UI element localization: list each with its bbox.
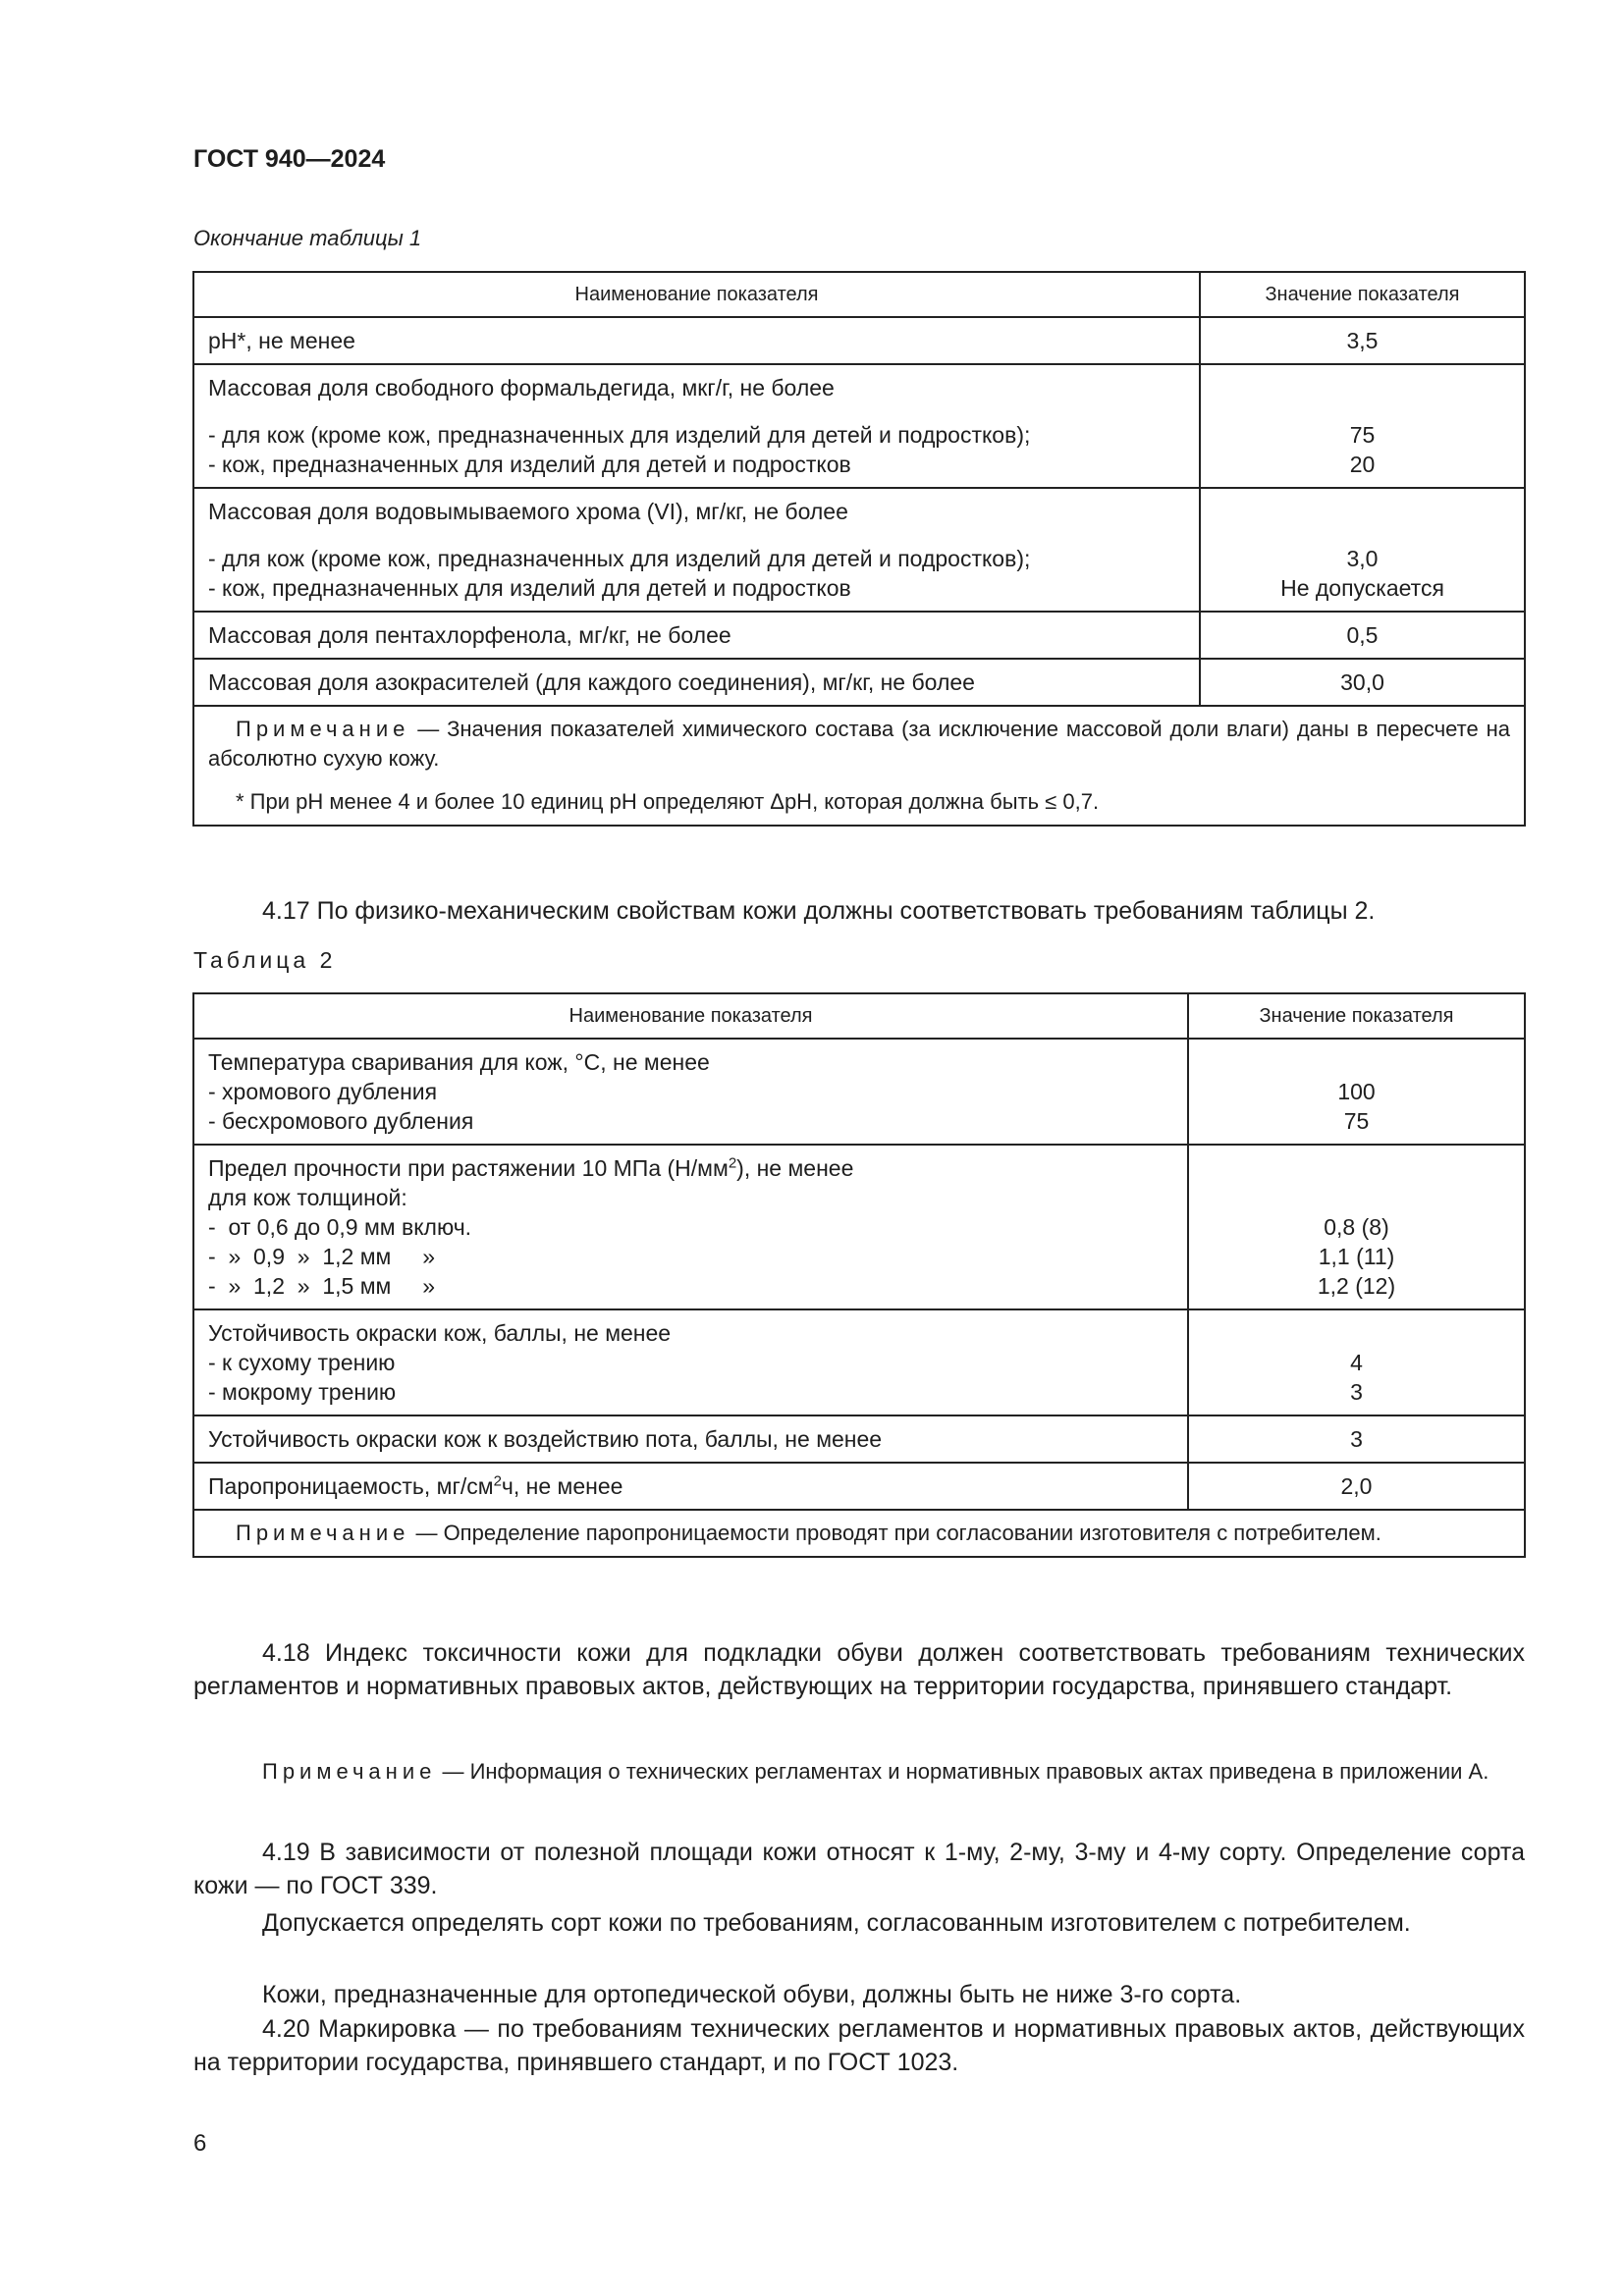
indicator-value: 20: [1349, 452, 1376, 477]
column-header-name: Наименование показателя: [193, 272, 1200, 317]
paragraph-text: 4.17 По физико-механическим свойствам кожи должны соответствовать требованиям таблицы 2.: [262, 897, 1376, 925]
indicator-subitem: - » 1,2 » 1,5 мм »: [208, 1273, 436, 1299]
paragraph-text: Допускается определять сорт кожи по требованиям, согласованным изготовителем с потребителем.: [262, 1909, 1411, 1937]
column-header-name: Наименование показателя: [193, 993, 1188, 1039]
table-row: [193, 659, 1525, 706]
note-label: Примечание: [262, 1759, 437, 1784]
table-header-row: [193, 993, 1525, 1039]
indicator-subitem: - от 0,6 до 0,9 мм включ.: [208, 1214, 472, 1240]
indicator-name-cell: [193, 364, 1200, 488]
indicator-subitem: - для кож (кроме кож, предназначенных для изделий для детей и подростков);: [208, 546, 1031, 571]
note-4-18: [193, 1757, 1525, 1787]
table-header-row: [193, 272, 1525, 317]
indicator-name: Массовая доля пентахлорфенола, мг/кг, не более: [193, 612, 1200, 659]
note-text: — Определение паропроницаемости проводят при согласовании изготовителя с потребителем.: [409, 1521, 1381, 1545]
table-row: [193, 1463, 1525, 1510]
indicator-subitem: - хромового дубления: [208, 1079, 438, 1104]
table-row: [193, 1309, 1525, 1415]
indicator-name-cell: [193, 1309, 1188, 1415]
indicator-value: 75: [1343, 1108, 1370, 1134]
indicator-value: 1,2 (12): [1317, 1273, 1396, 1299]
paragraph-text: 4.19 В зависимости от полезной площади кожи относят к 1-му, 2-му, 3-му и 4-му сорту. Определение сорта кожи — по ГОСТ 339.: [193, 1839, 1525, 1899]
table-row: [193, 1415, 1525, 1463]
table-row: [193, 317, 1525, 364]
indicator-value-cell: [1188, 1309, 1525, 1415]
table-row: [193, 1039, 1525, 1145]
indicator-subitem: - к сухому трению: [208, 1350, 396, 1375]
paragraph-text: Кожи, предназначенные для ортопедической обуви, должны быть не ниже 3-го сорта.: [262, 1981, 1242, 2008]
indicator-subitem: - кож, предназначенных для изделий для детей и подростков: [208, 575, 851, 601]
table-2: [192, 992, 1526, 1558]
table-note: [193, 706, 1525, 826]
note-label: Примечание: [236, 717, 410, 741]
table-note-row: [193, 1510, 1525, 1557]
indicator-name-cell: [193, 1039, 1188, 1145]
indicator-value: 3: [1350, 1379, 1363, 1405]
paragraph-text: 4.18 Индекс токсичности кожи для подкладки обуви должен соответствовать требованиям технических регламентов и нормативных правовых актов, действующих на территории государства, принявшего стандарт.: [193, 1639, 1525, 1700]
indicator-name-cell: [193, 488, 1200, 612]
table-note: [193, 1510, 1525, 1557]
table-row: [193, 612, 1525, 659]
indicator-name: Предел прочности при растяжении 10 МПа $(Н/мм^2)$, не менее: [208, 1154, 854, 1181]
indicator-subitem: - для кож (кроме кож, предназначенных для изделий для детей и подростков);: [208, 422, 1031, 448]
table-row: [193, 364, 1525, 488]
indicator-value-cell: [1188, 1145, 1525, 1309]
table2-label: Таблица 2: [193, 947, 337, 973]
indicator-value: 3,5: [1200, 317, 1525, 364]
indicator-value-cell: [1200, 364, 1525, 488]
indicator-name: Устойчивость окраски кож к воздействию пота, баллы, не менее: [193, 1415, 1188, 1463]
table-row: [193, 1145, 1525, 1309]
document-id: ГОСТ 940—2024: [193, 145, 386, 173]
note-text: — Информация о технических регламентах и нормативных правовых актах приведена в приложении А.: [436, 1759, 1489, 1784]
table-1: [192, 271, 1526, 827]
indicator-value: 2,0: [1188, 1463, 1525, 1510]
indicator-name: Температура сваривания для кож, °С, не менее: [208, 1049, 710, 1075]
column-header-value: Значение показателя: [1188, 993, 1525, 1039]
indicator-value-cell: [1188, 1039, 1525, 1145]
indicator-name: Массовая доля свободного формальдегида, мкг/г, не более: [208, 375, 835, 400]
paragraph-4-17: [193, 894, 1525, 928]
indicator-name-cell: [193, 1145, 1188, 1309]
indicator-value: 4: [1350, 1350, 1363, 1375]
paragraph-ortho: [193, 1978, 1525, 2011]
indicator-name: Паропроницаемость, $мг/см^2ч$, не менее: [193, 1463, 1188, 1510]
indicator-value-cell: [1200, 488, 1525, 612]
indicator-subitem: - бесхромового дубления: [208, 1108, 474, 1134]
indicator-value: 100: [1337, 1079, 1376, 1104]
indicator-name: рН*, не менее: [193, 317, 1200, 364]
indicator-value: 0,5: [1200, 612, 1525, 659]
indicator-subitem: - кож, предназначенных для изделий для детей и подростков: [208, 452, 851, 477]
indicator-value: 3: [1188, 1415, 1525, 1463]
indicator-name: Устойчивость окраски кож, баллы, не менее: [208, 1320, 672, 1346]
indicator-value: 3,0: [1346, 546, 1379, 571]
note-label: Примечание: [236, 1521, 410, 1545]
paragraph-allow: [193, 1906, 1525, 1940]
indicator-value: 30,0: [1200, 659, 1525, 706]
indicator-value: Не допускается: [1280, 575, 1444, 601]
column-header-value: Значение показателя: [1200, 272, 1525, 317]
indicator-value: 75: [1349, 422, 1376, 448]
indicator-subitem: - » 0,9 » 1,2 мм »: [208, 1244, 436, 1269]
table-row: [193, 488, 1525, 612]
indicator-subitem: - мокрому трению: [208, 1379, 397, 1405]
table-note-row: [193, 706, 1525, 826]
paragraph-text: 4.20 Маркировка — по требованиям технических регламентов и нормативных правовых актов, действующих на территории государства, принявшего стандарт, и по ГОСТ 1023.: [193, 2015, 1525, 2076]
indicator-name: Массовая доля азокрасителей (для каждого соединения), мг/кг, не более: [193, 659, 1200, 706]
page-number: 6: [193, 2130, 207, 2157]
note-text: — Значения показателей химического состава (за исключение массовой доли влаги) даны в пересчете на абсолютно сухую кожу.: [208, 717, 1510, 771]
indicator-value: 1,1 (11): [1318, 1244, 1395, 1269]
indicator-value: 0,8 (8): [1324, 1214, 1389, 1240]
paragraph-4-20: [193, 2012, 1525, 2079]
paragraph-4-19: [193, 1836, 1525, 1902]
indicator-name-line2: для кож толщиной:: [208, 1185, 407, 1210]
table-footnote: * При рН менее 4 и более 10 единиц рН определяют ΔрН, которая должна быть ≤ 0,7.: [236, 789, 1100, 814]
table1-continuation-caption: Окончание таблицы 1: [193, 226, 422, 250]
paragraph-4-18: [193, 1636, 1525, 1703]
indicator-name: Массовая доля водовымываемого хрома (VI), мг/кг, не более: [208, 499, 848, 524]
